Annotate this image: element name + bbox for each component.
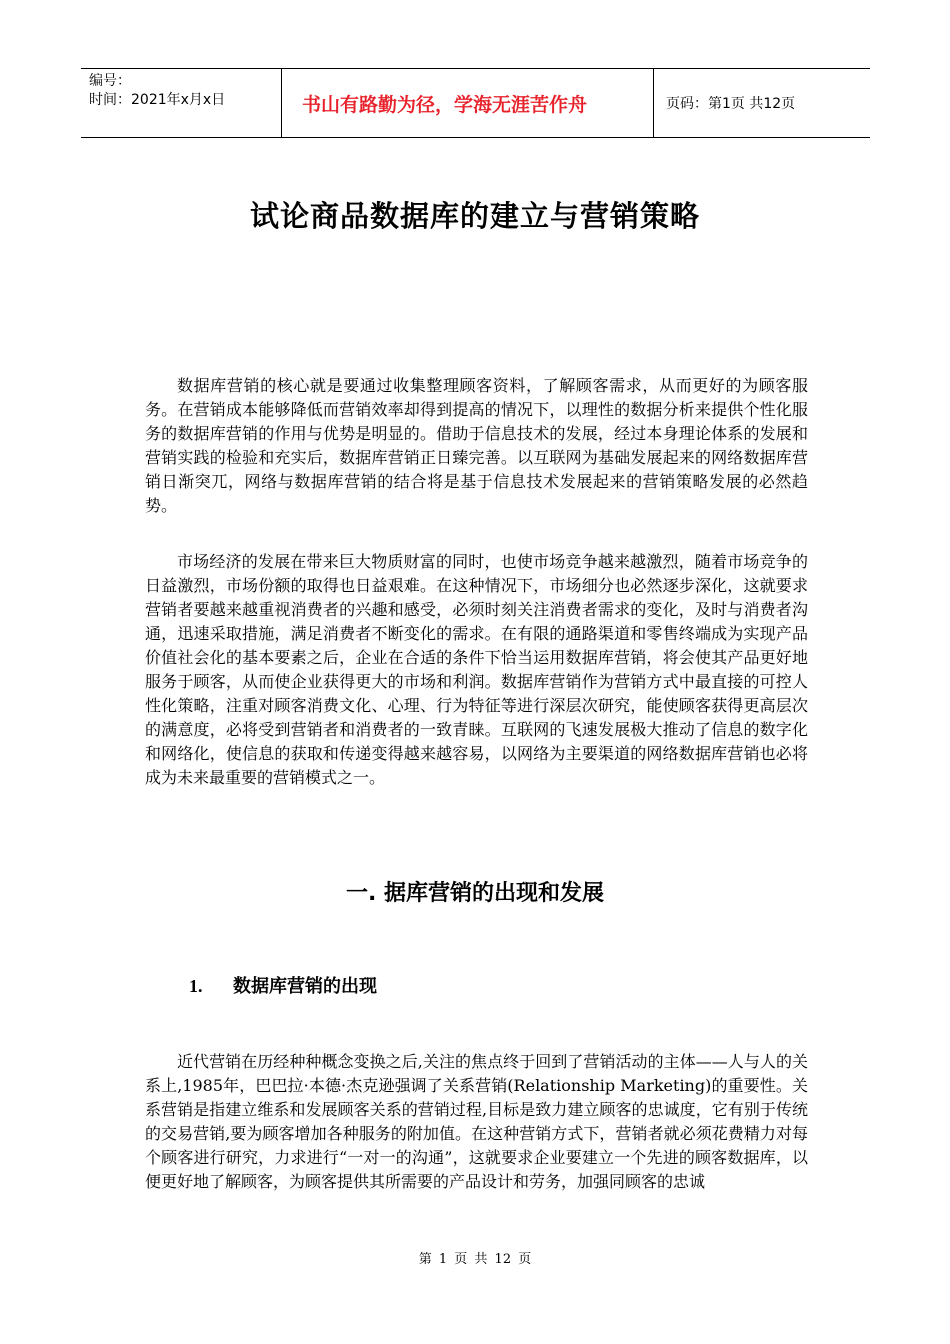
paragraph-intro-1	[145, 374, 808, 518]
paragraph-text: 市场经济的发展在带来巨大物质财富的同时，也使市场竞争越来越激烈，随着市场竞争的日益激烈，市场份额的取得也日益艰难。在这种情况下，市场细分也必然逐步深化，这就要求营销者要越来越重视消费者的兴趣和感受，必须时刻关注消费者需求的变化，及时与消费者沟通，迅速采取措施，满足消费者不断变化的需求。在有限的通路渠道和零售终端成为实现产品价值社会化的基本要素之后，企业在合适的条件下恰当运用数据库营销，将会使其产品更好地服务于顾客，从而使企业获得更大的市场和利润。数据库营销作为营销方式中最直接的可控人性化策略，注重对顾客消费文化、心理、行为特征等进行深层次研究，能使顾客获得更高层次的满意度，必将受到营销者和消费者的一致青睐。互联网的飞速发展极大推动了信息的数字化和网络化，使信息的获取和传递变得越来越容易，以网络为主要渠道的网络数据库营销也必将成为未来最重要的营销模式之一。	[145, 552, 808, 787]
header-page-info: 页码：第1页 共12页	[666, 96, 796, 112]
document-header	[81, 68, 870, 138]
paragraph-text: 数据库营销的核心就是要通过收集整理顾客资料，了解顾客需求，从而更好的为顾客服务。在营销成本能够降低而营销效率却得到提高的情况下，以理性的数据分析来提供个性化服务的数据库营销的作用与优势是明显的。借助于信息技术的发展，经过本身理论体系的发展和营销实践的检验和充实后，数据库营销正日臻完善。以互联网为基础发展起来的网络数据库营销日渐突兀，网络与数据库营销的结合将是基于信息技术发展起来的营销策略发展的必然趋势。	[145, 376, 808, 515]
subsection-number: 1.	[189, 976, 203, 996]
document-title: 试论商品数据库的建立与营销策略	[249, 199, 700, 233]
paragraph-text: 近代营销在历经种种概念变换之后,关注的焦点终于回到了营销活动的主体——人与人的关系上,1985年，巴巴拉·本德·杰克逊强调了关系营销(Relationship Marketing)的重要性。关系营销是指建立维系和发展顾客关系的营销过程,目标是致力建立顾客的忠诚度，它有别于传统的交易营销,要为顾客增加各种服务的附加值。在这种营销方式下，营销者就必须花费精力对每个顾客进行研究，力求进行“一对一的沟通”，这就要求企业要建立一个先进的顾客数据库，以便更好地了解顾客，为顾客提供其所需要的产品设计和劳务，加强同顾客的忠诚	[145, 1052, 808, 1191]
header-number-label: 编号：	[89, 73, 131, 89]
section-heading: 一. 据库营销的出现和发展	[345, 881, 605, 906]
paragraph-body-1	[145, 1050, 808, 1194]
header-time-label: 时间：2021年x月x日	[89, 92, 226, 108]
subsection-title: 数据库营销的出现	[233, 976, 377, 997]
header-meta-cell	[81, 69, 282, 137]
page-footer: 第 1 页 共 12 页	[418, 1252, 532, 1267]
paragraph-intro-2	[145, 550, 808, 790]
subsection-heading	[189, 972, 377, 998]
header-motto: 书山有路勤为径，学海无涯苦作舟	[282, 69, 654, 137]
